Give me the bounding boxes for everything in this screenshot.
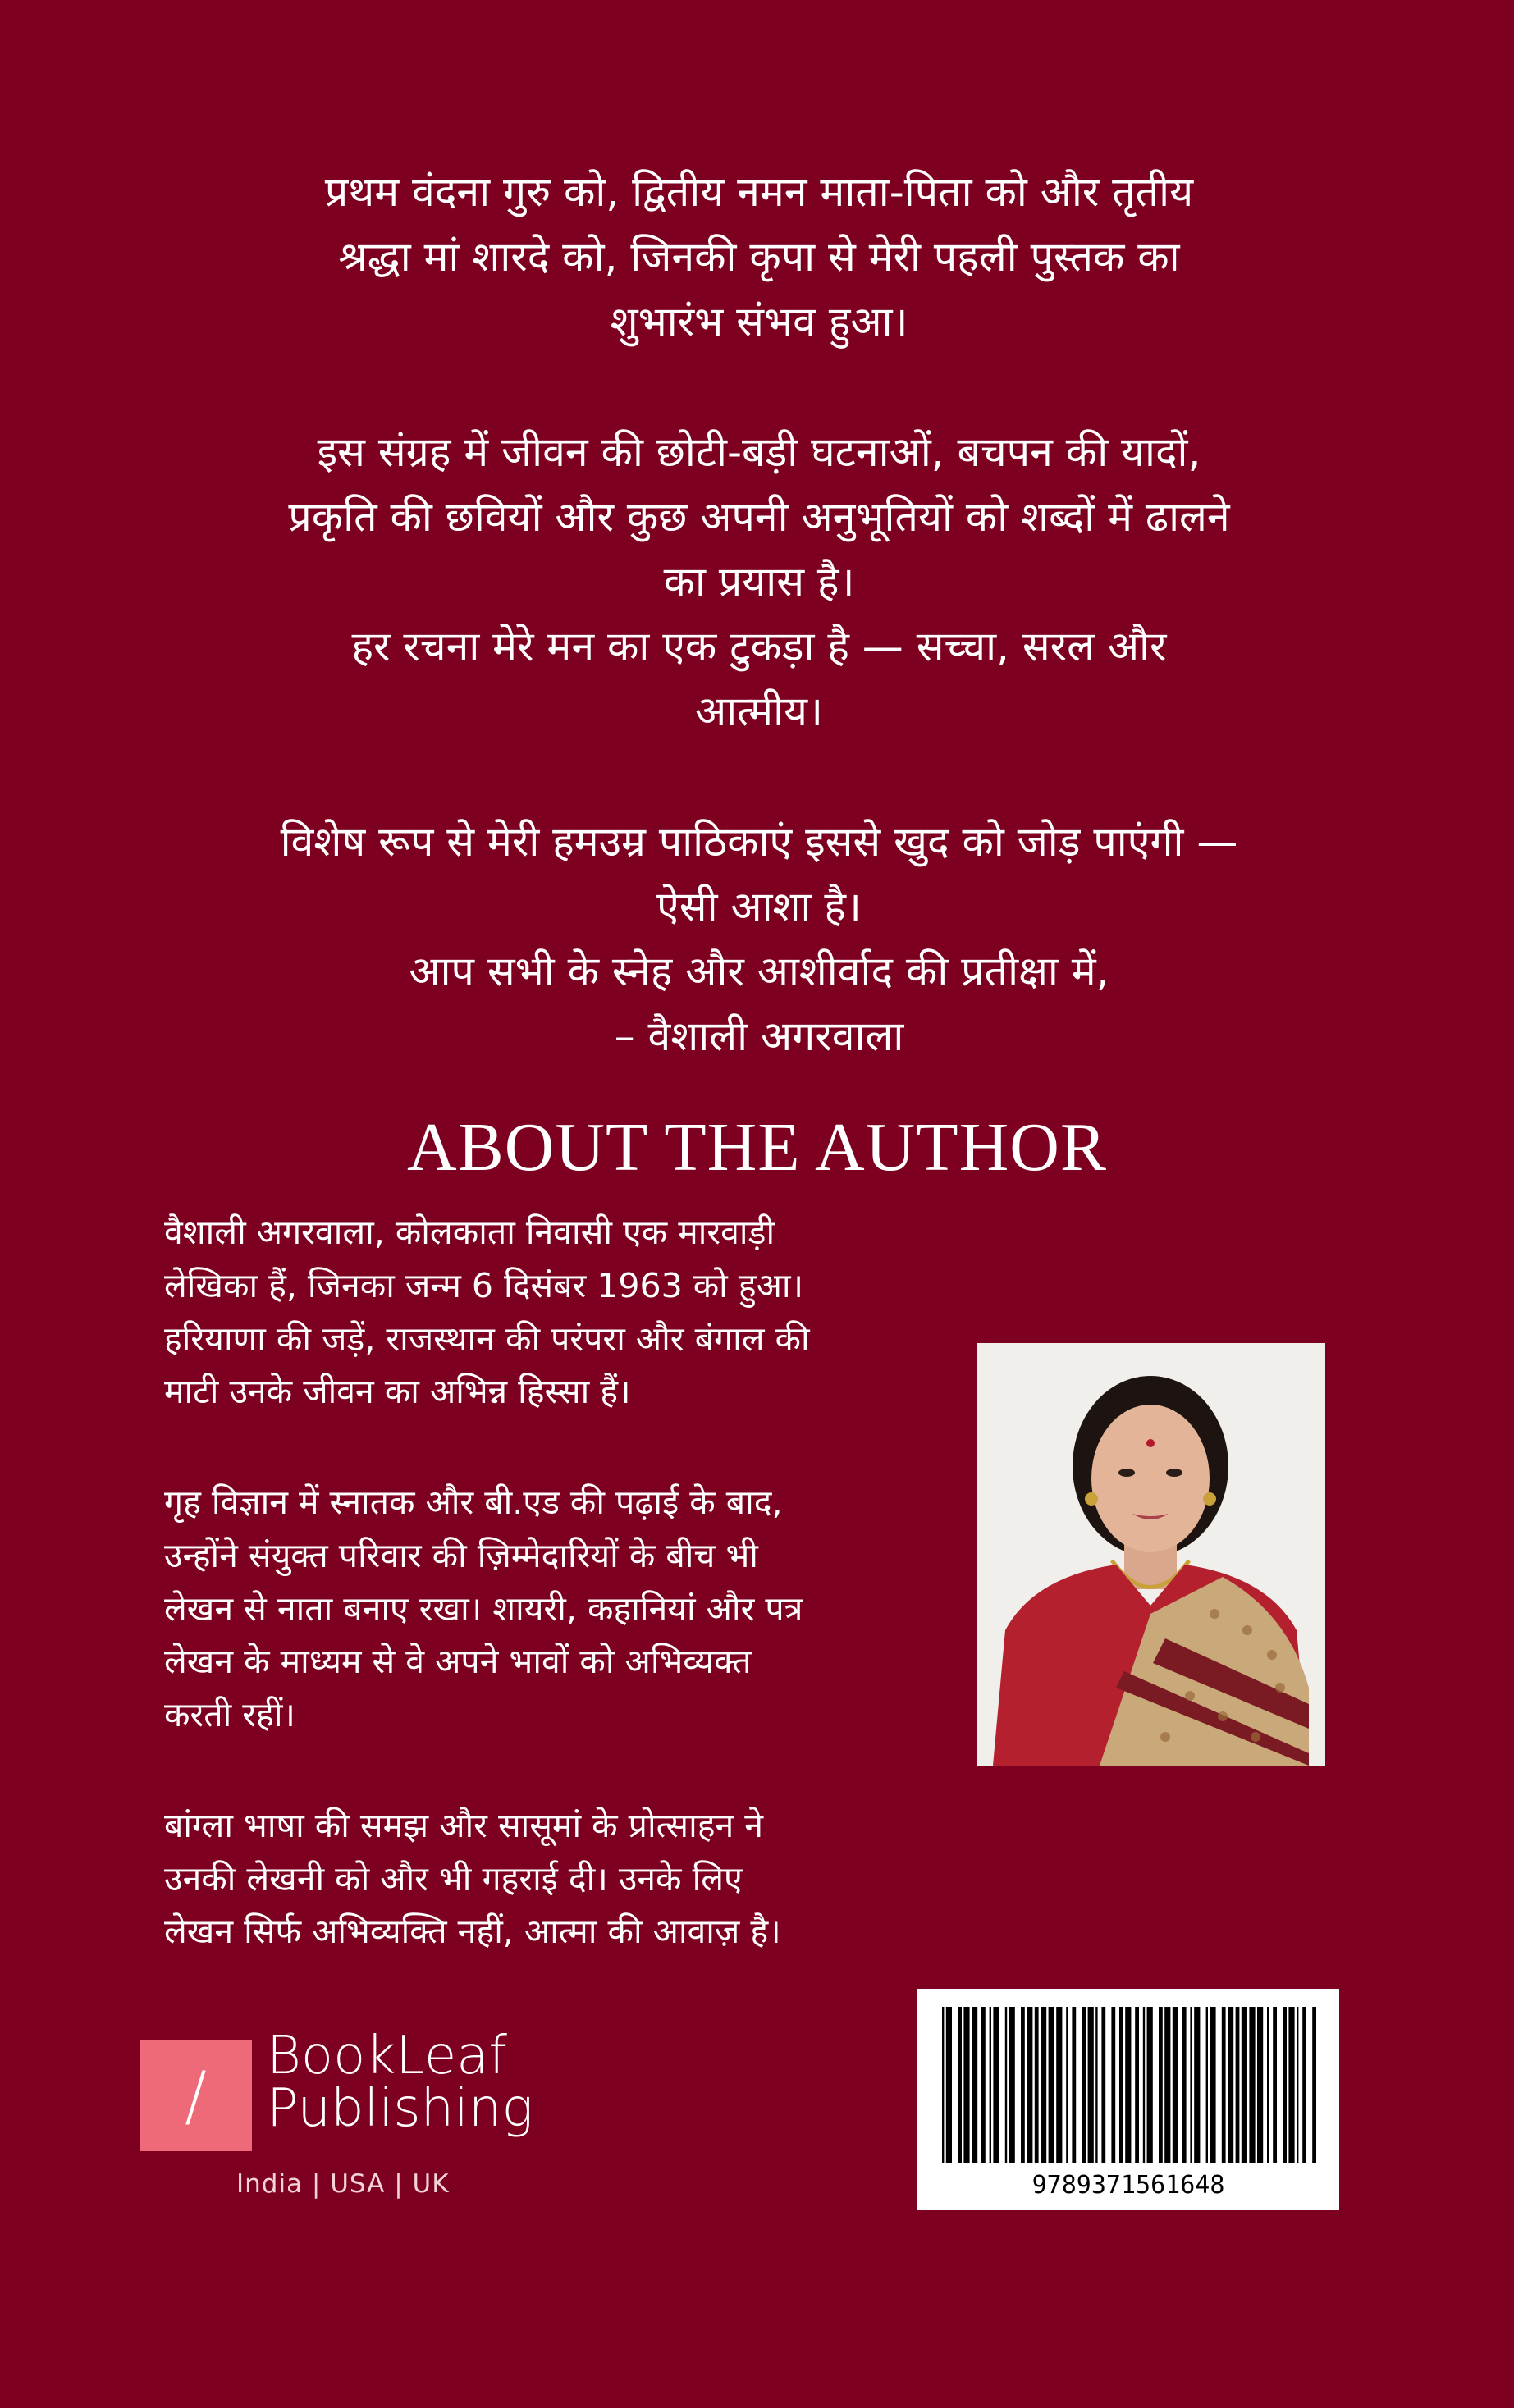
barcode-bar [946,2007,952,2163]
barcode-bar [1273,2007,1277,2163]
blurb-line: श्रद्धा मां शारदे को, जिनकी कृपा से मेरी पहली पुस्तक का [338,233,1180,281]
bio-line: लेखन से नाता बनाए रखा। शायरी, कहानियां और पत्र [164,1588,803,1629]
blurb-line: विशेष रूप से मेरी हमउम्र पाठिकाएं इससे खुद को जोड़ पाएंगी — [280,818,1238,866]
bio-line: वैशाली अगरवाला, कोलकाता निवासी एक मारवाड़ी [164,1213,775,1252]
author-photo [977,1343,1325,1766]
bio-line: बांग्ला भाषा की समझ और सासूमां के प्रोत्साहन ने [164,1805,764,1845]
barcode-bars [917,1989,1339,2171]
barcode-bar [942,2007,944,2163]
barcode-bar [1135,2007,1139,2163]
barcode-bar [1147,2007,1153,2163]
bio-line: गृह विज्ञान में स्नातक और बी.एड की पढ़ाई के बाद, [164,1483,783,1523]
bio-line: लेखिका हैं, जिनका जन्म 6 दिसंबर 1963 को हुआ। [164,1265,804,1305]
barcode-bar [1005,2007,1007,2163]
blurb-signature: – वैशाली अगरवाला [614,1012,904,1060]
back-cover-blurb [131,160,1387,1069]
barcode-bar [1283,2007,1287,2163]
author-bio [164,1206,935,1958]
bio-line: लेखन सिर्फ अभिव्यक्ति नहीं, आत्मा की आवाज़ है। [164,1912,781,1952]
isbn-number: 9789371561648 [1031,2171,1225,2200]
barcode-bar [1159,2007,1163,2163]
barcode-bar [1210,2007,1215,2163]
publisher-name-line2: Publishing [267,2078,533,2139]
barcode-bar [1173,2007,1178,2163]
barcode-bar [1312,2007,1316,2163]
bio-line: हरियाणा की जड़ें, राजस्थान की परंपरा और बंगाल की [164,1318,810,1359]
barcode-bar [993,2007,999,2163]
blurb-line: का प्रयास है। [663,558,855,605]
barcode-bar [1297,2007,1298,2163]
barcode-bar [1009,2007,1015,2163]
publisher-name [267,2026,533,2139]
barcode-bar [1125,2007,1131,2163]
barcode-bar [1194,2007,1200,2163]
publisher-regions: India | USA | UK [236,2169,450,2199]
bio-line: उनकी लेखनी को और भी गहराई दी। उनके लिए [164,1858,743,1899]
barcode-bar [1049,2007,1054,2163]
barcode-bar [1066,2007,1068,2163]
barcode-bar [1288,2007,1294,2163]
blurb-line: ऐसी आशा है। [656,883,862,930]
barcode-bar [1206,2007,1208,2163]
blurb-line: हर रचना मेरे मन का एक टुकड़ा है — सच्चा, सरल और [351,623,1167,670]
barcode-bar [1242,2007,1247,2163]
barcode-bar [1257,2007,1263,2163]
barcode-bar [1021,2007,1025,2163]
barcode-bar [1111,2007,1115,2163]
barcode-bar [1088,2007,1094,2163]
publisher-name-line1: BookLeaf [267,2026,507,2086]
barcode-bar [1027,2007,1032,2163]
blurb-line: प्रथम वंदना गुरु को, द्वितीय नमन माता-पिता को और तृतीय [324,168,1194,216]
blurb-line: आत्मीय। [695,688,823,735]
blurb-line: शुभारंभ संभव हुआ। [610,298,908,345]
barcode-bar [972,2007,977,2163]
barcode-bar [1056,2007,1062,2163]
blurb-line: आप सभी के स्नेह और आशीर्वाद की प्रतीक्षा में, [409,948,1109,995]
blurb-line: इस संग्रह में जीवन की छोटी-बड़ी घटनाओं, बचपन की यादों, [317,428,1201,476]
about-author-heading: ABOUT THE AUTHOR [407,1109,1107,1186]
barcode-bar [963,2007,969,2163]
bio-line: माटी उनके जीवन का अभिन्न हिस्सा हैं। [164,1372,631,1412]
barcode-bar [1222,2007,1226,2163]
barcode-bar [1182,2007,1187,2163]
barcode-bar [1041,2007,1046,2163]
bio-line: लेखन के माध्यम से वे अपने भावों को अभिव्यक्त [164,1642,752,1682]
bio-line: करती रहीं। [164,1695,295,1735]
barcode-bar [1190,2007,1192,2163]
barcode-bar [1035,2007,1039,2163]
barcode-bar [1267,2007,1269,2163]
barcode-bar [1095,2007,1097,2163]
blurb-line: प्रकृति की छवियों और कुछ अपनी अनुभूतियों को शब्दों में ढालने [288,493,1230,541]
barcode-bar [1101,2007,1105,2163]
barcode-bar [1164,2007,1170,2163]
isbn-barcode [917,1989,1339,2210]
barcode-bar [1143,2007,1145,2163]
barcode-bar [990,2007,991,2163]
barcode-bar [981,2007,986,2163]
barcode-bar [1249,2007,1255,2163]
barcode-bar [958,2007,962,2163]
barcode-bar [1119,2007,1123,2163]
bio-line: उन्होंने संयुक्त परिवार की ज़िम्मेदारियों के बीच भी [164,1535,758,1575]
barcode-bar [1228,2007,1233,2163]
barcode-bar [1082,2007,1086,2163]
publisher-logo-mark: / [140,2040,252,2151]
barcode-bar [1072,2007,1076,2163]
barcode-bar [1236,2007,1240,2163]
barcode-bar [1302,2007,1306,2163]
